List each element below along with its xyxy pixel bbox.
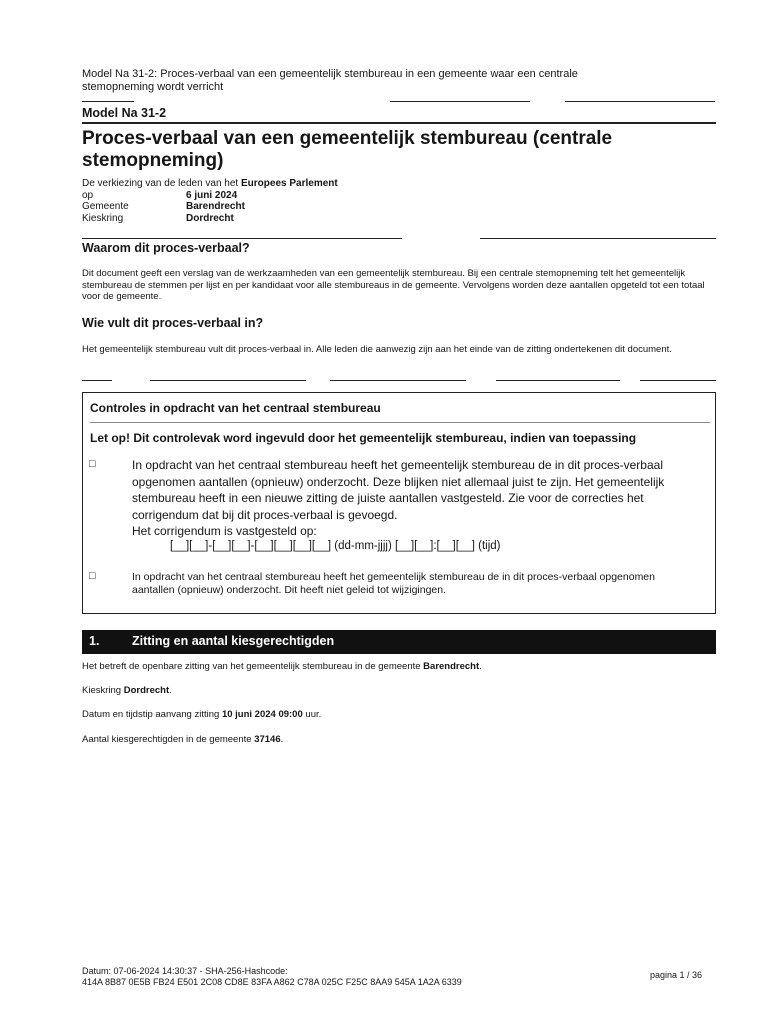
document-header [82, 68, 682, 94]
option-2-checkbox[interactable]: □ [89, 570, 96, 582]
zitting-text: Het betreft de openbare zitting van het gemeentelijk stembureau in de gemeente [82, 661, 421, 672]
kieskring-line-label: Kieskring [82, 685, 122, 696]
divider [150, 380, 306, 381]
kieskring-value: Dordrecht [186, 212, 234, 224]
corrigendum-date-field[interactable]: [__][__]-[__][__]-[__][__][__][__] (dd-mm-jjjj) [__][__]:[__][__] (tijd) [170, 540, 501, 552]
controls-title: Controles in opdracht van het centraal stembureau [90, 401, 381, 415]
divider [90, 422, 710, 423]
divider [82, 238, 402, 239]
intro-label: De verkiezing van de leden van het [82, 178, 239, 189]
option-1-body: In opdracht van het centraal stembureau heeft het gemeentelijk stembureau de in dit proces-verbaal opgenomen aantallen (opnieuw) onderzocht. Deze blijken niet allemaal juist te zijn. Het gemeentelijk stembureau heeft in een nieuwe zitting de juiste aantallen vastgesteld. Zie voor de correcties het corrigendum dat bij dit proces-verbaal is gevoegd. [132, 458, 665, 522]
footer-hash [82, 966, 462, 988]
divider [330, 380, 466, 381]
kiesgerechtigden-line: Aantal kiesgerechtigden in de gemeente 37146. [82, 734, 284, 745]
option-1-checkbox[interactable]: □ [89, 458, 96, 470]
kieskring-line-value: Dordrecht [123, 685, 170, 696]
intro-value: Europees Parlement [241, 178, 338, 189]
header-line-1: Model Na 31-2: Proces-verbaal van een gemeentelijk stembureau in een gemeente waar een centrale [82, 68, 578, 80]
datum-label: Datum en tijdstip aanvang zitting [82, 709, 220, 720]
op-label: op [82, 189, 94, 201]
divider [640, 380, 716, 381]
footer-hashcode: 414A 8B87 0E5B FB24 E501 2C08 CD8E 83FA A862 C78A 025C F25C 8AA9 545A 1A2A 6339 [82, 977, 462, 987]
kiesgerechtigden-value: 37146 [254, 734, 281, 745]
section-heading-wie: Wie vult dit proces-verbaal in? [82, 316, 264, 330]
divider [82, 101, 134, 102]
divider [565, 101, 715, 102]
header-line-2: stemopneming wordt verricht [82, 81, 224, 93]
section-text-waarom: Dit document geeft een verslag van de werkzaamheden van een gemeentelijk stembureau. Bij een centrale stemopneming telt het gemeentelijk stembureau de stemmen per lijst en per kandidaat voor alle stembureaus in de gemeente. Vervolgens worden deze aantallen opgeteld tot een totaal voor de gemeente. [82, 268, 705, 302]
section-heading-waarom: Waarom dit proces-verbaal? [82, 241, 250, 255]
option-1-text [132, 457, 708, 540]
option-1-corrigendum: Het corrigendum is vastgesteld op: [132, 524, 317, 538]
page-number: pagina 1 / 36 [650, 970, 703, 980]
section-text-wie: Het gemeentelijk stembureau vult dit proces-verbaal in. Alle leden die aanwezig zijn aan het einde van de zitting ondertekenen dit document. [82, 344, 672, 355]
zitting-gemeente: Barendrecht [423, 661, 480, 672]
datum-value: 10 juni 2024 09:00 [221, 709, 303, 720]
section-1-title: Zitting en aantal kiesgerechtigden [132, 634, 335, 648]
gemeente-value: Barendrecht [186, 201, 245, 212]
zitting-line: Het betreft de openbare zitting van het gemeentelijk stembureau in de gemeente Barendrecht. [82, 661, 482, 672]
divider [496, 380, 620, 381]
gemeente-label: Gemeente [82, 201, 129, 212]
section-1-number: 1. [89, 634, 100, 648]
divider [390, 101, 530, 102]
divider [480, 238, 716, 239]
option-2-text: In opdracht van het centraal stembureau heeft het gemeentelijk stembureau de in dit proces-verbaal opgenomen aantallen (opnieuw) onderzocht. Dit heeft niet geleid tot wijzigingen. [132, 571, 655, 596]
datum-line [82, 709, 321, 720]
op-value: 6 juni 2024 [186, 189, 238, 201]
divider [82, 122, 716, 124]
kiesgerechtigden-label: Aantal kiesgerechtigden in de gemeente [82, 734, 252, 745]
page-title: Proces-verbaal van een gemeentelijk stembureau (centrale stemopneming) [82, 128, 613, 171]
footer-date: Datum: 07-06-2024 14:30:37 - SHA-256-Hashcode: [82, 966, 288, 976]
election-meta [82, 178, 338, 224]
kieskring-line: Kieskring Dordrecht. [82, 685, 172, 696]
controls-warning: Let op! Dit controlevak word ingevuld door het gemeentelijk stembureau, indien van toepassing [90, 431, 637, 445]
divider [82, 380, 112, 381]
kieskring-label: Kieskring [82, 212, 124, 224]
model-label: Model Na 31-2 [82, 106, 167, 120]
datum-suffix: uur. [305, 709, 322, 720]
section-1-banner [82, 630, 716, 654]
